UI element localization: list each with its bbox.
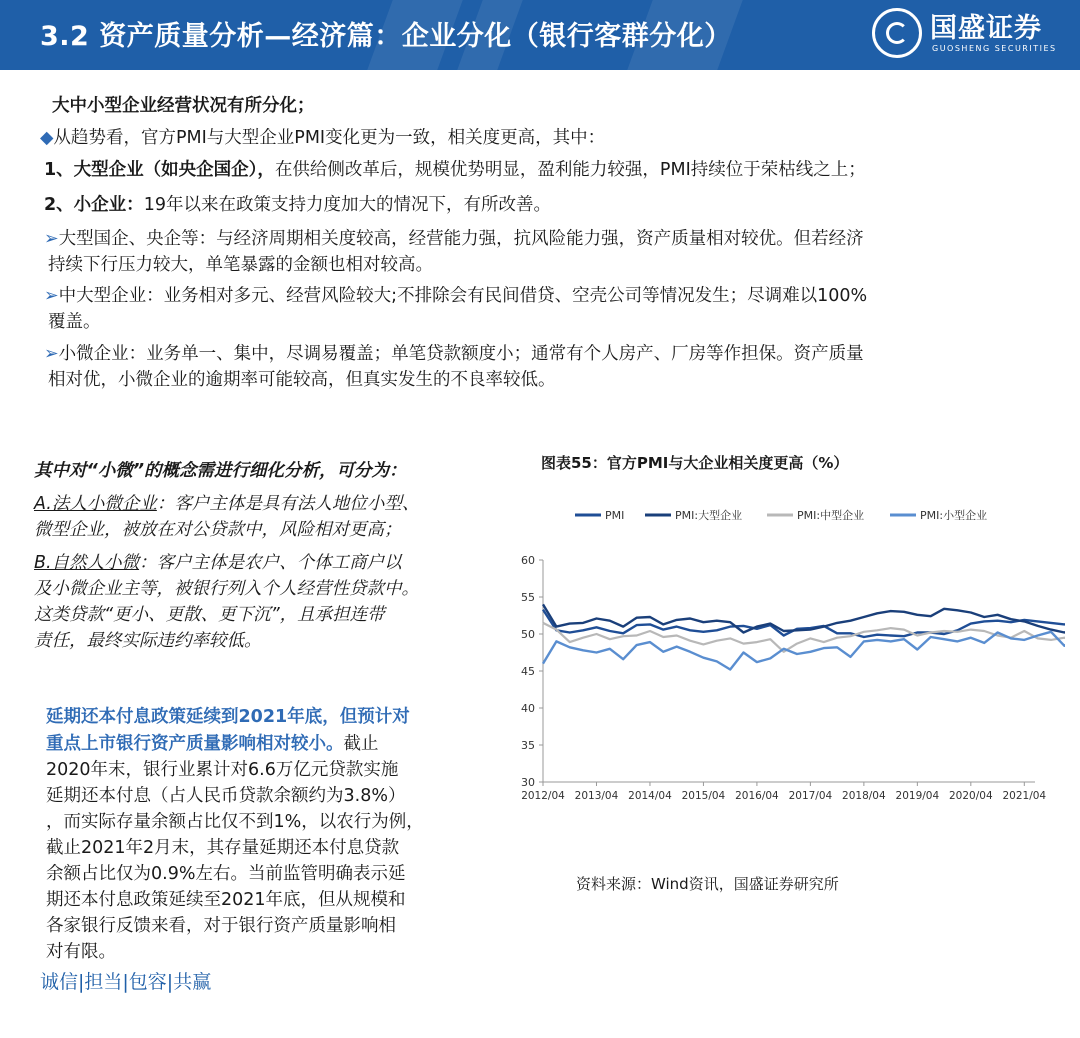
category-b-line4: 责任，最终实际违约率较低。: [34, 631, 262, 651]
category-b-text: ：客户主体是农户、个体工商户以: [139, 553, 402, 573]
x-tick-label: 2015/04: [681, 790, 726, 802]
category-b-label: B.自然人小微: [34, 553, 140, 573]
category-a-line1: [34, 491, 419, 517]
deferral-line6: 截止2021年2月末，其存量延期还本付息贷款: [46, 838, 400, 858]
x-tick-label: 2020/04: [949, 790, 993, 802]
y-tick-label: 55: [521, 591, 535, 604]
section-heading: 大中小型企业经营状况有所分化；: [52, 96, 315, 116]
y-tick-label: 35: [521, 739, 535, 752]
y-tick-label: 50: [521, 628, 535, 641]
deferral-headline-cont: 重点上市银行资产质量影响相对较小。: [46, 734, 344, 754]
trend-paragraph: [40, 126, 605, 151]
sub-point-3-text: 小微企业：业务单一、集中，尽调易覆盖；单笔贷款额度小；通常有个人房产、厂房等作担保。资产质量: [58, 344, 864, 364]
x-tick-label: 2014/04: [628, 790, 672, 802]
arrow-bullet-icon: ➢: [44, 286, 59, 306]
legend-label: PMI: [605, 509, 625, 522]
category-b-line2: 及小微企业主等，被银行列入个人经营性贷款中。: [34, 579, 419, 599]
deferral-line1: [46, 704, 410, 730]
category-a-text: ：客户主体是具有法人地位小型、: [156, 494, 420, 514]
sub-point-1-line1: [44, 227, 864, 252]
series-line-4: [543, 628, 1065, 752]
sub-point-3-line2: 相对优，小微企业的逾期率可能较高，但真实发生的不良率较低。: [48, 370, 556, 390]
category-a-line2: 微型企业，被放在对公贷款中，风险相对更高；: [34, 520, 402, 540]
small-micro-heading: 其中对“小微”的概念需进行细化分析，可分为：: [34, 461, 407, 481]
sub-point-1-line2: 持续下行压力较大，单笔暴露的金额也相对较高。: [48, 255, 433, 275]
arrow-bullet-icon: ➢: [44, 229, 59, 249]
logo-subtitle: GUOSHENG SECURITIES: [932, 44, 1057, 53]
point-2-label: 2、小企业：: [44, 195, 144, 215]
deferral-line9: 各家银行反馈来看，对于银行资产质量影响相: [46, 916, 396, 936]
x-tick-label: 2017/04: [788, 790, 833, 802]
deferral-line4: 延期还本付息（占人民币贷款余额约为3.8%）: [46, 786, 406, 806]
sub-point-2-line1: [44, 284, 867, 309]
point-1: [44, 158, 866, 183]
footer-slogan: 诚信|担当|包容|共赢: [40, 971, 212, 993]
legend-label: PMI:中型企业: [797, 509, 865, 522]
category-a-label: A.法人小微企业: [34, 494, 157, 514]
x-tick-label: 2012/04: [521, 790, 565, 802]
x-tick-label: 2021/04: [1002, 790, 1047, 802]
figure-source: 资料来源：Wind资讯，国盛证券研究所: [576, 875, 839, 893]
deferral-text: 截止: [343, 734, 379, 754]
deferral-line2: [46, 731, 379, 757]
logo-name: 国盛证券: [930, 13, 1042, 44]
deferral-line10: 对有限。: [46, 942, 116, 962]
y-tick-label: 60: [521, 554, 535, 567]
deferral-line8: 期还本付息政策延续至2021年底，但从规模和: [46, 890, 406, 910]
y-tick-label: 30: [521, 776, 535, 789]
arrow-bullet-icon: ➢: [44, 344, 59, 364]
point-1-label: 1、大型企业（如央企国企），: [44, 160, 275, 180]
sub-point-2-line2: 覆盖。: [48, 312, 101, 332]
page-title: 3.2 资产质量分析—经济篇：企业分化（银行客群分化）: [40, 21, 732, 52]
x-tick-label: 2018/04: [842, 790, 886, 802]
company-logo: [872, 6, 1072, 64]
category-b-line1: [34, 550, 402, 576]
x-tick-label: 2016/04: [735, 790, 779, 802]
sub-point-1-text: 大型国企、央企等：与经济周期相关度较高，经营能力强，抗风险能力强，资产质量相对较优。但若经济: [58, 229, 864, 249]
legend-label: PMI:大型企业: [675, 509, 743, 522]
figure-title: 图表55：官方PMI与大企业相关度更高（%）: [541, 454, 849, 472]
deferral-line5: ，而实际存量余额占比仅不到1%，以农行为例，: [46, 812, 424, 832]
diamond-bullet-icon: ◆: [40, 128, 54, 148]
pmi-line-chart: [505, 495, 1065, 810]
header-banner: [0, 0, 1080, 70]
category-b-line3: 这类贷款“更小、更散、更下沉”，且承担连带: [34, 605, 385, 625]
point-2-text: 19年以来在政策支持力度加大的情况下，有所改善。: [143, 195, 551, 215]
legend-label: PMI:小型企业: [920, 509, 988, 522]
logo-mark-icon: [872, 8, 922, 58]
y-tick-label: 40: [521, 702, 535, 715]
trend-text: 从趋势看，官方PMI与大型企业PMI变化更为一致，相关度更高，其中：: [53, 128, 606, 148]
deferral-line7: 余额占比仅为0.9%左右。当前监管明确表示延: [46, 864, 406, 884]
x-tick-label: 2013/04: [574, 790, 619, 802]
y-tick-label: 45: [521, 665, 535, 678]
deferral-headline: 延期还本付息政策延续到2021年底，但预计对: [46, 707, 410, 727]
deferral-line3: 2020年末，银行业累计对6.6万亿元贷款实施: [46, 760, 399, 780]
point-2: [44, 193, 551, 218]
sub-point-3-line1: [44, 342, 864, 367]
x-tick-label: 2019/04: [895, 790, 940, 802]
point-1-text: 在供给侧改革后，规模优势明显，盈利能力较强，PMI持续位于荣枯线之上；: [274, 160, 866, 180]
series-line-3: [543, 619, 1065, 652]
sub-point-2-text: 中大型企业：业务相对多元、经营风险较大;不排除会有民间借贷、空壳公司等情况发生；尽调难以100%: [58, 286, 868, 306]
